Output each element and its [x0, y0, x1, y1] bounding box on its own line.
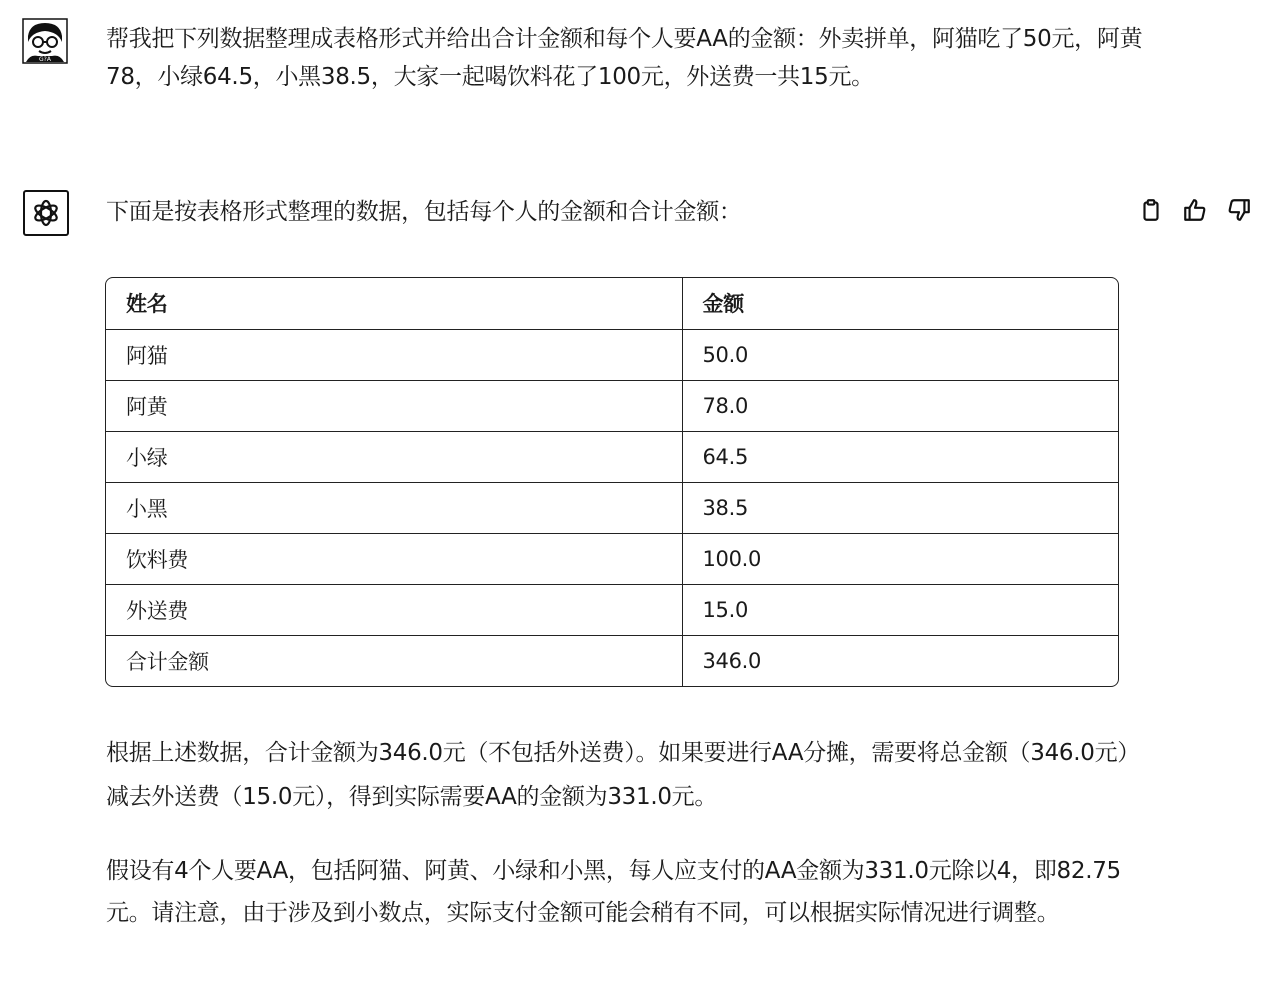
table-header-row	[106, 278, 1118, 329]
openai-logo-icon	[25, 192, 67, 234]
user-message: 帮我把下列数据整理成表格形式并给出合计金额和每个人要AA的金额：外卖拼单，阿猫吃了50元，阿黄78，小绿64.5，小黑38.5，大家一起喝饮料花了100元，外送费一共15元。	[106, 26, 1143, 90]
cell-name: 阿猫	[106, 329, 682, 380]
cell-name: 合计金额	[106, 635, 682, 686]
cell-name: 饮料费	[106, 533, 682, 584]
cell-amount: 50.0	[682, 329, 1118, 380]
cell-amount: 64.5	[682, 431, 1118, 482]
table-row	[106, 329, 1118, 380]
cell-amount: 38.5	[682, 482, 1118, 533]
cell-name: 小绿	[106, 431, 682, 482]
clipboard-icon	[1138, 197, 1164, 223]
cell-name: 外送费	[106, 584, 682, 635]
cell-amount: 15.0	[682, 584, 1118, 635]
table-row	[106, 584, 1118, 635]
data-table	[105, 277, 1119, 687]
table-row	[106, 380, 1118, 431]
thumbs-down-icon	[1226, 197, 1252, 223]
copy-button[interactable]	[1136, 195, 1166, 225]
message-actions	[1136, 195, 1254, 225]
table-row	[106, 482, 1118, 533]
cell-amount: 78.0	[682, 380, 1118, 431]
table-row	[106, 533, 1118, 584]
cell-amount: 346.0	[702, 648, 762, 673]
like-button[interactable]	[1180, 195, 1210, 225]
thumbs-up-icon	[1182, 197, 1208, 223]
cell-name: 小黑	[106, 482, 682, 533]
cell-amount: 100.0	[682, 533, 1118, 584]
table-row-total	[106, 635, 1118, 686]
user-avatar	[22, 18, 68, 64]
svg-text:G?A: G?A	[39, 56, 51, 63]
user-avatar-icon	[22, 18, 68, 64]
assistant-avatar	[23, 190, 69, 236]
assistant-paragraph-1: 根据上述数据，合计金额为346.0元（不包括外送费）。如果要进行AA分摊，需要将总金额（346.0元）减去外送费（15.0元），得到实际需要AA的金额为331.0元。	[106, 740, 1129, 810]
table-row	[106, 431, 1118, 482]
column-header-amount: 金额	[682, 278, 1118, 329]
cell-name: 阿黄	[106, 380, 682, 431]
column-header-name: 姓名	[106, 278, 682, 329]
assistant-intro-text: 下面是按表格形式整理的数据，包括每个人的金额和合计金额：	[106, 199, 742, 225]
assistant-paragraph-2: 假设有4个人要AA，包括阿猫、阿黄、小绿和小黑，每人应支付的AA金额为331.0元除以4，即82.75元。请注意，由于涉及到小数点，实际支付金额可能会稍有不同，可以根据实际情况进行调整。	[106, 858, 1121, 926]
dislike-button[interactable]	[1224, 195, 1254, 225]
